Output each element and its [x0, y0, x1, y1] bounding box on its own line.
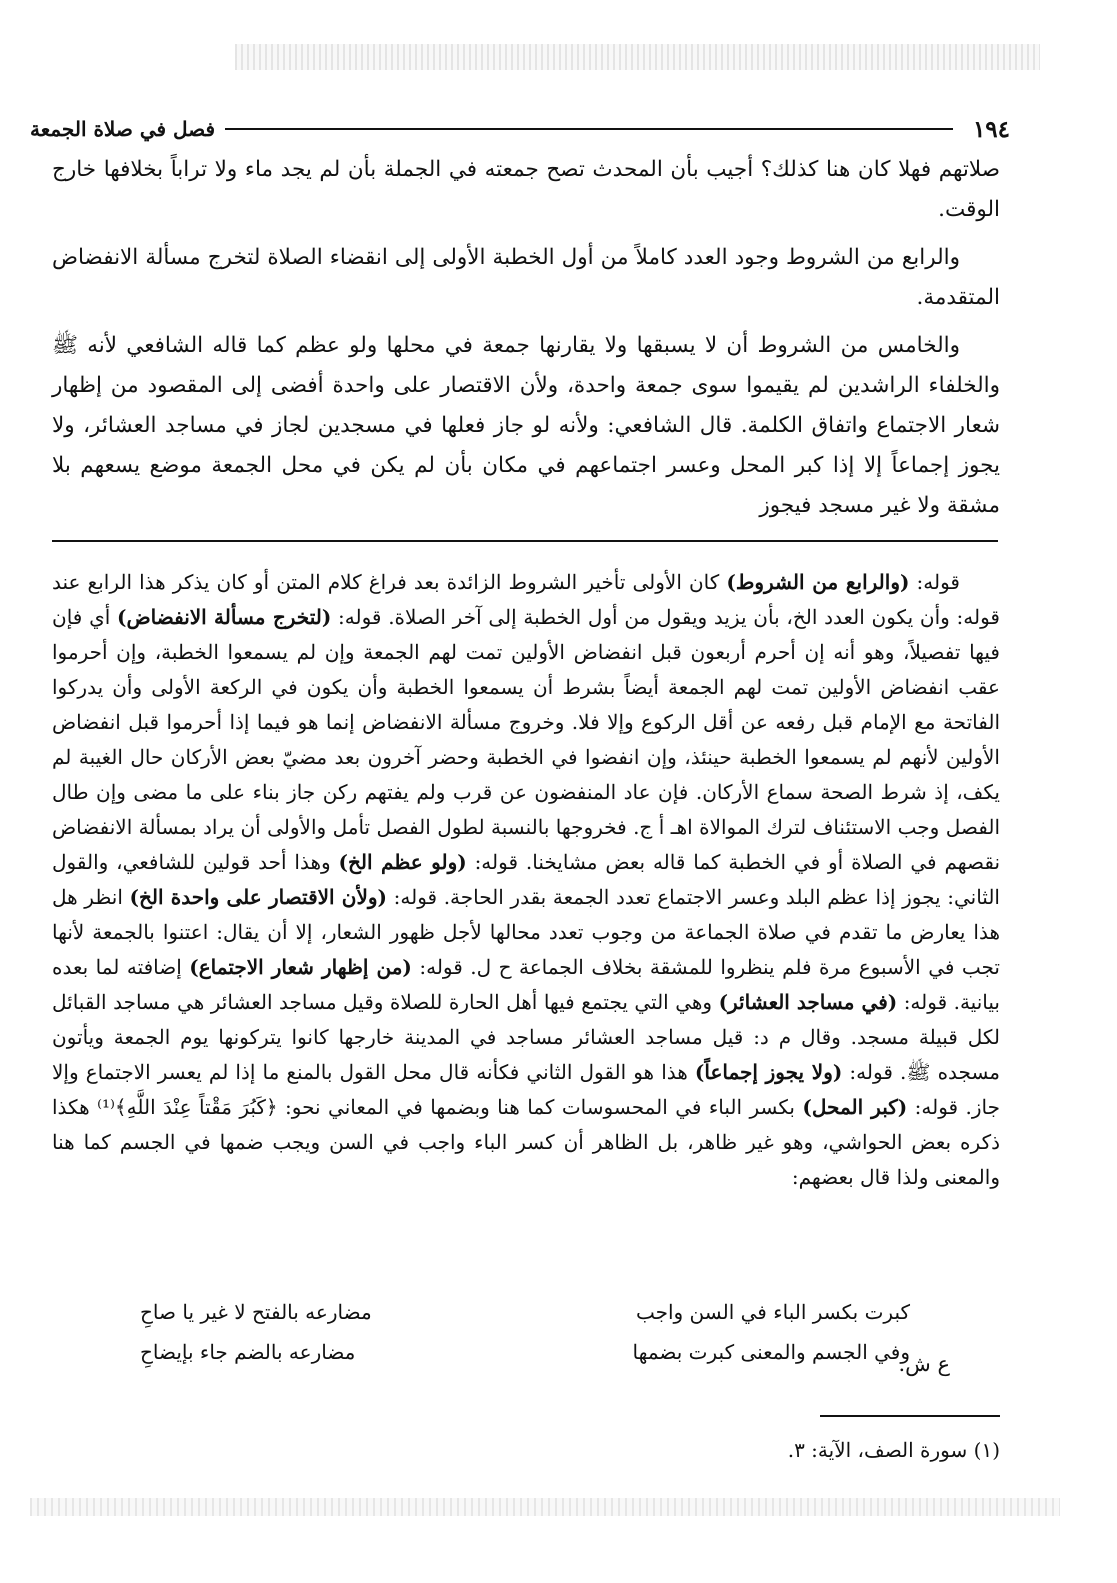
footnote-rule: [820, 1415, 1000, 1417]
poem-line-2: [140, 1332, 910, 1372]
commentary-divider: [52, 540, 998, 542]
commentary-keyword: (من إظهار شعار الاجتماع): [189, 955, 412, 979]
header-rule: [225, 128, 953, 130]
poem-hemistich: مضارعه بالفتح لا غير يا صاحِ: [140, 1300, 372, 1324]
source-signature: ع ش.: [898, 1352, 950, 1376]
scan-noise-bottom: [30, 1498, 1060, 1516]
commentary-keyword: (كبر المحل): [802, 1095, 908, 1119]
scan-noise-top: [235, 44, 1040, 70]
commentary-segment: بكسر الباء في المحسوسات كما هنا وبضمها في المعاني نحو: ﴿كَبُرَ مَقْتاً عِنْدَ اللَّهِ﴾⁽¹⁾ هكذا ذكره بعض الحواشي، وهو غير ظاهر، بل الظاهر أن كسر الباء واجب في السن ويجب ضمها في الجسم كما هنا والمعنى ولذا قال بعضهم:: [52, 1095, 1000, 1189]
main-paragraph-1: صلاتهم فهلا كان هنا كذلك؟ أجيب بأن المحدث تصح جمعته في الجملة بأن لم يجد ماء ولا تراباً بخلافها خارج الوقت.: [52, 157, 1000, 222]
poem-hemistich: كبرت بكسر الباء في السن واجب: [635, 1300, 910, 1324]
poem: [140, 1292, 910, 1372]
commentary-paragraph: [52, 565, 1000, 1195]
commentary-keyword: (ولا يجوز إجماعاً): [694, 1060, 843, 1084]
commentary-keyword: (لتخرج مسألة الانفضاض): [117, 605, 332, 629]
poem-hemistich: وفي الجسم والمعنى كبرت بضمها: [632, 1340, 910, 1364]
main-text: [52, 150, 1000, 534]
commentary-segment: قوله:: [909, 570, 960, 594]
poem-line-1: [140, 1292, 910, 1332]
main-paragraph-3: والخامس من الشروط أن لا يسبقها ولا يقارنها جمعة في محلها ولو عظم كما قاله الشافعي لأنه ﷺ والخلفاء الراشدين لم يقيموا سوى جمعة واحدة، ولأن الاقتصار على واحدة أفضى إلى المقصود من إظهار شعار الاجتماع واتفاق الكلمة. قال الشافعي: ولأنه لو جاز فعلها في مسجدين لجاز في مساجد العشائر، ولا يجوز إجماعاً إلا إذا كبر المحل وعسر اجتماعهم في مكان بأن لم يكن في محل الجمعة موضع يسعهم بلا مشقة ولا غير مسجد فيجوز: [52, 333, 1000, 518]
footnote: (١) سورة الصف، الآية: ٣.: [787, 1438, 1000, 1462]
chapter-title: فصل في صلاة الجمعة: [30, 117, 216, 141]
commentary-segment: هذا هو القول الثاني فكأنه قال محل القول بالمنع ما إذا لم يعسر الاجتماع وإلا جاز. قوله:: [52, 1060, 1001, 1119]
commentary-keyword: (ولو عظم الخ): [338, 850, 467, 874]
poem-hemistich: مضارعه بالضم جاء بإيضاحِ: [140, 1340, 356, 1364]
commentary-keyword: (في مساجد العشائر): [718, 990, 898, 1014]
commentary-segment: كان الأولى تأخير الشروط الزائدة بعد فراغ كلام المتن أو كان يذكر هذا الرابع عند قوله: وأن يكون العدد الخ، بأن يزيد ويقول من أول الخطبة إلى آخر الصلاة. قوله:: [52, 570, 1000, 629]
commentary-segment: أي فإن فيها تفصيلاً، وهو أنه إن أحرم أربعون قبل انفضاض الأولين تمت لهم الجمعة وإن لم يسمعوا الخطبة، وإن أحرموا عقب انفضاض الأولين تمت لهم الجمعة أيضاً بشرط أن يسمعوا الخطبة وأن يكون في الركعة الأولى وأن يدركوا الفاتحة مع الإمام قبل رفعه عن أقل الركوع وإلا فلا. وخروج مسألة الانفضاض إنما هو فيما إذا أحرموا قبل انفضاض الأولين لأنهم لم يسمعوا الخطبة حينئذ، وإن انفضوا في الخطبة وحضر آخرون بعد مضيّ بعض الأركان حال الغيبة لم يكف، إذ شرط الصحة سماع الأركان. فإن عاد المنفضون عن قرب ولم يفتهم ركن جاز بناء على ما مضى وإن طال الفصل وجب الاستئناف لترك الموالاة اهـ أ ج. فخروجها بالنسبة لطول الفصل تأمل والأولى أن يراد بمسألة الانفضاض نقصهم في الصلاة أو في الخطبة كما قاله بعض مشايخنا. قوله:: [52, 605, 1001, 874]
commentary-text: [52, 565, 1000, 1195]
page-number: ١٩٤: [972, 115, 1010, 143]
commentary-segment: وهي التي يجتمع فيها أهل الحارة للصلاة وقيل مساجد العشائر هي مساجد القبائل لكل قبيلة مسجد. وقال م د: قيل مساجد العشائر مساجد في المدينة خارجها كانوا يتركونها يوم الجمعة ويأتون مسجده ﷺ. قوله:: [52, 990, 1001, 1084]
commentary-keyword: (ولأن الاقتصار على واحدة الخ): [129, 885, 388, 909]
main-paragraph-2: والرابع من الشروط وجود العدد كاملاً من أول الخطبة الأولى إلى انقضاء الصلاة لتخرج مسألة الانفضاض المتقدمة.: [52, 245, 1000, 310]
page-header: [30, 112, 1010, 146]
commentary-keyword: (والرابع من الشروط): [726, 570, 910, 594]
commentary-segment: انظر هل هذا يعارض ما تقدم في صلاة الجماعة من وجوب تعدد محالها لأجل ظهور الشعار، إلا أن يقال: اعتنوا بالجمعة لأنها تجب في الأسبوع مرة فلم ينظروا للمشقة بخلاف الجماعة ح ل. قوله:: [52, 885, 1000, 979]
commentary-segment: إضافته لما بعده بيانية. قوله:: [52, 955, 1000, 1014]
commentary-segment: وهذا أحد قولين للشافعي، والقول الثاني: يجوز إذا عظم البلد وعسر الاجتماع تعدد الجمعة بقدر الحاجة. قوله:: [52, 850, 1000, 909]
